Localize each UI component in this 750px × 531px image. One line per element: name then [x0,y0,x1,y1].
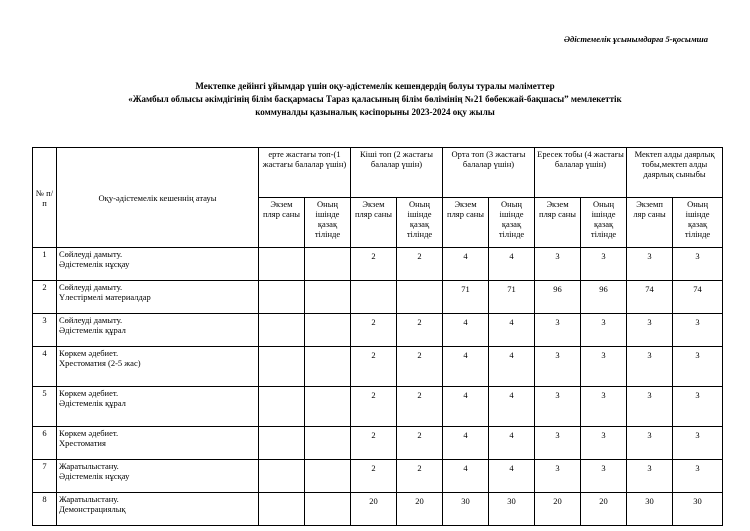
title-line-1: Мектепке дейінгі ұйымдар үшін оқу-әдістемелік кешендердің болуы туралы мәліметтер [195,81,555,91]
copies-count: 4 [443,248,489,281]
table-row [33,387,723,427]
copies-count: 2 [351,387,397,427]
name-column-header: Оқу-әдістемелік кешеннің атауы [57,148,259,248]
complex-subject: Сөйлеуді дамыту. [59,282,123,292]
kazakh-copies-count: 3 [581,387,627,427]
title-line-3: коммуналды қазыналық кәсіпорыны 2023-2024 оқу жылы [255,107,495,117]
kazakh-copies-count: 74 [673,281,723,314]
kazakh-copies-count [305,248,351,281]
kazakh-copies-count [305,460,351,493]
kazakh-copies-count: 71 [489,281,535,314]
kazakh-copies-count [305,281,351,314]
kazakh-copies-count: 4 [489,427,535,460]
complex-subject: Көркем әдебиет. [59,348,119,358]
complex-type: Демонстрациялық [59,504,126,514]
row-number: 8 [33,493,57,526]
table-row [33,460,723,493]
complex-name [57,248,259,281]
kazakh-copies-count: 3 [581,248,627,281]
kazakh-copies-count: 2 [397,248,443,281]
sub-header-copies: Экзем пляр саны [443,198,489,248]
sub-header-kazakh: Оның ішінде қазақ тілінде [581,198,627,248]
sub-header-copies: Экзем пляр саны [259,198,305,248]
copies-count [351,281,397,314]
row-number: 5 [33,387,57,427]
table-row [33,248,723,281]
complex-name [57,347,259,387]
complex-type: Әдістемелік нұсқау [59,259,130,269]
index-column-header: № п/п [33,148,57,248]
copies-count: 2 [351,460,397,493]
copies-count: 3 [627,248,673,281]
kazakh-copies-count: 2 [397,387,443,427]
copies-count: 3 [535,347,581,387]
table-row [33,427,723,460]
kazakh-copies-count: 3 [673,314,723,347]
complex-subject: Көркем әдебиет. [59,388,119,398]
kazakh-copies-count: 20 [397,493,443,526]
document-title [0,80,750,119]
sub-header-copies: Экзем пляр саны [351,198,397,248]
copies-count: 3 [535,387,581,427]
complex-type: Хрестоматия (2-5 жас) [59,358,141,368]
kazakh-copies-count: 20 [581,493,627,526]
complex-subject: Сөйлеуді дамыту. [59,249,123,259]
complex-type: Әдістемелік құрал [59,398,126,408]
materials-table [32,147,723,526]
copies-count: 3 [535,248,581,281]
complex-subject: Жаратылыстану. [59,494,119,504]
copies-count: 4 [443,347,489,387]
kazakh-copies-count [305,314,351,347]
kazakh-copies-count: 3 [581,314,627,347]
copies-count: 3 [627,347,673,387]
copies-count: 3 [535,460,581,493]
kazakh-copies-count: 30 [489,493,535,526]
copies-count: 96 [535,281,581,314]
kazakh-copies-count: 96 [581,281,627,314]
copies-count: 3 [627,427,673,460]
kazakh-copies-count: 2 [397,314,443,347]
group-header-early: ерте жастағы топ-(1 жастағы балалар үшін) [259,148,351,198]
header-row-groups [33,148,723,198]
complex-name [57,427,259,460]
complex-name [57,387,259,427]
sub-header-kazakh: Оның ішінде қазақ тілінде [673,198,723,248]
complex-subject: Сөйлеуді дамыту. [59,315,123,325]
kazakh-copies-count: 2 [397,427,443,460]
annex-label: Әдістемелік ұсынымдарға 5-қосымша [563,34,708,44]
complex-name [57,493,259,526]
copies-count: 4 [443,427,489,460]
copies-count: 3 [627,314,673,347]
kazakh-copies-count: 3 [581,460,627,493]
kazakh-copies-count: 2 [397,460,443,493]
kazakh-copies-count: 3 [673,460,723,493]
kazakh-copies-count: 4 [489,460,535,493]
table-row [33,347,723,387]
copies-count [259,460,305,493]
sub-header-kazakh: Оның ішінде қазақ тілінде [397,198,443,248]
copies-count: 74 [627,281,673,314]
kazakh-copies-count: 4 [489,248,535,281]
group-header-senior: Ересек тобы (4 жастағы балалар үшін) [535,148,627,198]
kazakh-copies-count: 4 [489,314,535,347]
row-number: 6 [33,427,57,460]
complex-name [57,314,259,347]
kazakh-copies-count [305,387,351,427]
kazakh-copies-count: 2 [397,347,443,387]
copies-count: 3 [627,387,673,427]
copies-count: 2 [351,347,397,387]
copies-count: 4 [443,460,489,493]
kazakh-copies-count: 30 [673,493,723,526]
copies-count: 20 [351,493,397,526]
complex-type: Әдістемелік құрал [59,325,126,335]
row-number: 4 [33,347,57,387]
copies-count: 30 [443,493,489,526]
copies-count: 3 [535,314,581,347]
copies-count: 30 [627,493,673,526]
group-header-junior: Кіші топ (2 жастағы балалар үшін) [351,148,443,198]
copies-count [259,387,305,427]
copies-count: 2 [351,248,397,281]
copies-count [259,248,305,281]
sub-header-kazakh: Оның ішінде қазақ тілінде [489,198,535,248]
row-number: 2 [33,281,57,314]
group-header-middle: Орта топ (3 жастағы балалар үшін) [443,148,535,198]
row-number: 3 [33,314,57,347]
kazakh-copies-count: 4 [489,387,535,427]
kazakh-copies-count: 3 [673,387,723,427]
sub-header-copies: Экземп ляр саны [627,198,673,248]
complex-name [57,281,259,314]
copies-count: 71 [443,281,489,314]
kazakh-copies-count: 3 [673,347,723,387]
copies-count [259,347,305,387]
copies-count: 4 [443,387,489,427]
complex-type: Хрестоматия [59,438,106,448]
title-line-2: «Жамбыл облысы әкімдігінің білім басқармасы Тараз қаласының білім бөлімінің №21 бөбекжай-бақшасы” мемлекеттік [128,94,622,104]
kazakh-copies-count [305,493,351,526]
complex-type: Үлестірмелі материалдар [59,292,151,302]
sub-header-kazakh: Оның ішінде қазақ тілінде [305,198,351,248]
table-row [33,314,723,347]
kazakh-copies-count [305,427,351,460]
complex-type: Әдістемелік нұсқау [59,471,130,481]
copies-count: 4 [443,314,489,347]
complex-name [57,460,259,493]
kazakh-copies-count: 4 [489,347,535,387]
table-row [33,281,723,314]
table-row [33,493,723,526]
copies-count: 2 [351,427,397,460]
copies-count [259,493,305,526]
kazakh-copies-count: 3 [673,427,723,460]
kazakh-copies-count [305,347,351,387]
copies-count: 3 [535,427,581,460]
copies-count [259,427,305,460]
copies-count: 2 [351,314,397,347]
row-number: 1 [33,248,57,281]
copies-count [259,281,305,314]
kazakh-copies-count: 3 [581,347,627,387]
copies-count: 20 [535,493,581,526]
kazakh-copies-count: 3 [673,248,723,281]
group-header-preschool: Мектеп алды даярлық тобы,мектеп алды даярлық сыныбы [627,148,723,198]
row-number: 7 [33,460,57,493]
kazakh-copies-count: 3 [581,427,627,460]
sub-header-copies: Экзем пляр саны [535,198,581,248]
complex-subject: Көркем әдебиет. [59,428,119,438]
copies-count [259,314,305,347]
copies-count: 3 [627,460,673,493]
kazakh-copies-count [397,281,443,314]
complex-subject: Жаратылыстану. [59,461,119,471]
